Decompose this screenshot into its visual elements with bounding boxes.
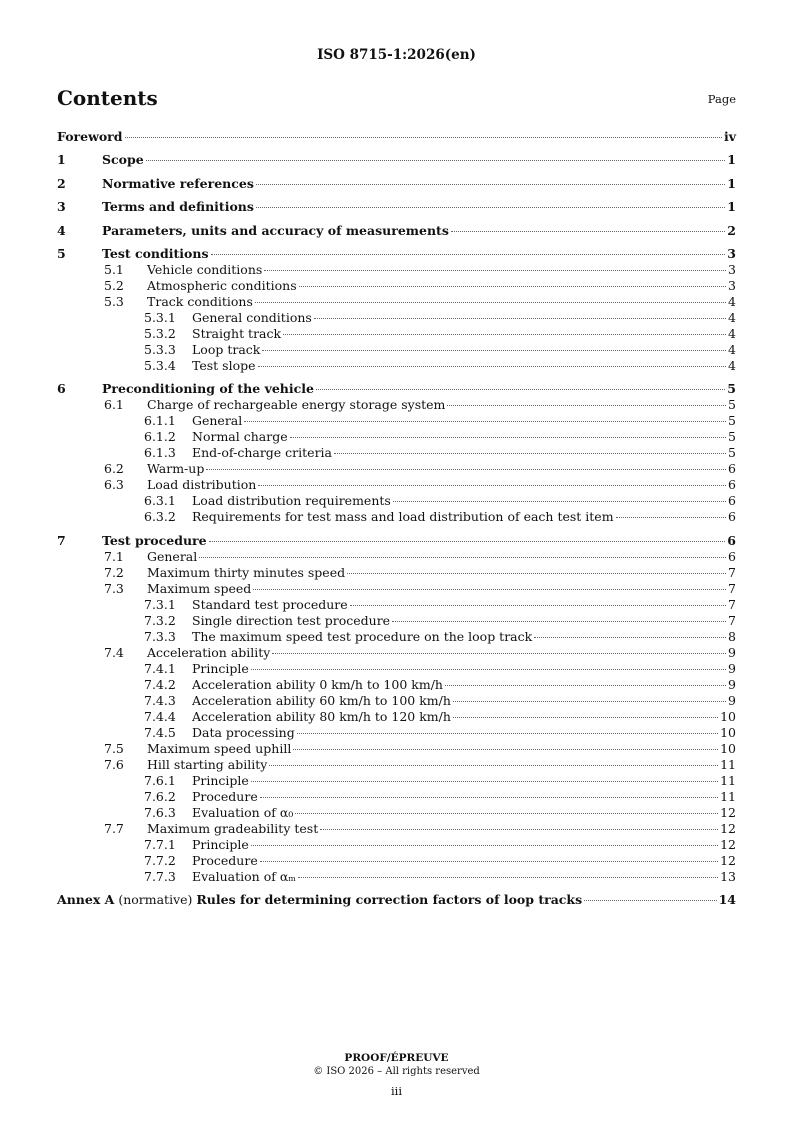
toc-entry-page: 11 <box>720 788 736 804</box>
toc-entry[interactable] <box>57 837 736 853</box>
toc-entry-title: Charge of rechargeable energy storage system <box>147 397 446 413</box>
toc-entry-page: 4 <box>728 293 736 309</box>
toc-entry-title: Test procedure <box>102 532 207 548</box>
annex-label: Annex A <box>57 892 115 908</box>
toc-entry-title: Maximum gradeability test <box>147 820 319 836</box>
toc-entry[interactable] <box>57 757 736 773</box>
toc-entry-page: 6 <box>728 461 736 477</box>
toc-entry-number: 7.4.2 <box>144 676 176 692</box>
dot-leader <box>264 270 726 271</box>
toc-entry-title: Track conditions <box>147 293 253 309</box>
toc-entry[interactable] <box>57 533 736 549</box>
toc-entry-page: 5 <box>728 397 736 413</box>
toc-entry-page: 9 <box>728 676 736 692</box>
toc-entry-title: Data processing <box>192 724 295 740</box>
toc-entry-page: 7 <box>728 596 736 612</box>
toc-entry-page: 9 <box>728 644 736 660</box>
toc-entry-number: 6.1.2 <box>144 429 176 445</box>
dot-leader <box>253 589 726 590</box>
toc-entry-title: Standard test procedure <box>192 596 348 612</box>
dot-leader <box>297 733 718 734</box>
toc-entry-page: 7 <box>728 564 736 580</box>
toc-entry-title: Procedure <box>192 852 258 868</box>
toc-entry-page: 3 <box>727 245 736 261</box>
page-title: Contents <box>57 86 158 110</box>
toc-entry-number: 7.4.5 <box>144 724 176 740</box>
toc-entry-title: General <box>147 548 198 564</box>
toc-entry-number: 7.3.2 <box>144 612 176 628</box>
toc-entry-title: Load distribution <box>147 477 257 493</box>
toc-entry-title: Normal charge <box>192 429 288 445</box>
toc-entry-page: 4 <box>728 325 736 341</box>
dot-leader <box>298 877 718 878</box>
toc-entry[interactable] <box>57 223 736 239</box>
toc-entry-title: Principle <box>192 772 249 788</box>
dot-leader <box>393 501 726 502</box>
toc-entry-page: 11 <box>720 772 736 788</box>
dot-leader <box>584 900 716 901</box>
toc-entry-page: 3 <box>728 277 736 293</box>
copyright-notice: © ISO 2026 – All rights reserved <box>313 1066 480 1077</box>
dot-leader <box>334 453 726 454</box>
toc-entry[interactable] <box>57 445 736 461</box>
toc-entry-number: 7.3.1 <box>144 596 176 612</box>
toc-entry-page: 12 <box>720 804 736 820</box>
toc-entry-title: Principle <box>192 836 249 852</box>
toc-entry-page: 8 <box>728 628 736 644</box>
toc-entry[interactable] <box>57 869 736 885</box>
toc-entry-title: The maximum speed test procedure on the loop track <box>192 628 533 644</box>
toc-entry[interactable] <box>57 461 736 477</box>
toc-entry[interactable] <box>57 342 736 358</box>
toc-entry-number: 7.4 <box>104 644 124 660</box>
dot-leader <box>260 861 718 862</box>
page-number: iii <box>390 1084 403 1098</box>
toc-entry-page: 12 <box>720 820 736 836</box>
toc-entry[interactable] <box>57 176 736 192</box>
annex-heading <box>57 892 582 908</box>
dot-leader <box>244 421 726 422</box>
dot-leader <box>146 160 726 161</box>
toc-entry[interactable] <box>57 597 736 613</box>
toc-entry-number: 7.7.2 <box>144 852 176 868</box>
toc-entry-number: 6.1.1 <box>144 413 176 429</box>
toc-entry-title: Scope <box>102 152 144 168</box>
dot-leader <box>453 717 718 718</box>
toc-entry-title: Principle <box>192 660 249 676</box>
toc-entry-page: 1 <box>727 199 736 215</box>
toc-entry-page: 6 <box>728 493 736 509</box>
toc-entry-number: 7.7.3 <box>144 868 176 884</box>
toc-entry-number: 7 <box>57 532 66 548</box>
toc-entry-title: End-of-charge criteria <box>192 445 333 461</box>
toc-entry-number: 7.3.3 <box>144 628 176 644</box>
toc-entry-title: Requirements for test mass and load distribution of each test item <box>192 509 614 525</box>
toc-entry-number: 7.2 <box>104 564 124 580</box>
dot-leader <box>316 389 725 390</box>
toc-entry-page: 10 <box>720 724 736 740</box>
toc-entry[interactable] <box>57 613 736 629</box>
toc-entry-number: 6.1.3 <box>144 445 176 461</box>
dot-leader <box>262 350 726 351</box>
toc-entry-title: Straight track <box>192 325 282 341</box>
toc-entry[interactable] <box>57 413 736 429</box>
dot-leader <box>347 573 726 574</box>
toc-entry-number: 7.1 <box>104 548 124 564</box>
dot-leader <box>211 254 726 255</box>
toc-entry-number: 7.6.2 <box>144 788 176 804</box>
dot-leader <box>256 184 725 185</box>
toc-entry-number: 6.2 <box>104 461 124 477</box>
dot-leader <box>453 701 726 702</box>
toc-entry[interactable] <box>57 789 736 805</box>
toc-entry-title: Acceleration ability 80 km/h to 120 km/h <box>192 708 451 724</box>
toc-entry-page: 5 <box>728 445 736 461</box>
toc-entry[interactable] <box>57 381 736 397</box>
toc-entry-number: 6 <box>57 381 66 397</box>
toc-entry-title: Warm-up <box>147 461 205 477</box>
toc-entry-number: 7.3 <box>104 580 124 596</box>
toc-entry-page: 5 <box>728 429 736 445</box>
toc-entry-title: Procedure <box>192 788 258 804</box>
toc-entry-number: 7.7 <box>104 820 124 836</box>
dot-leader <box>293 749 718 750</box>
toc-entry[interactable] <box>57 199 736 215</box>
toc-entry-number: 5.3.4 <box>144 357 176 373</box>
toc-entry-title: Foreword <box>57 129 123 144</box>
toc-entry-title: Acceleration ability 60 km/h to 100 km/h <box>192 692 451 708</box>
dot-leader <box>125 137 722 138</box>
proof-label: PROOF/ÉPREUVE <box>344 1052 449 1064</box>
toc-entry-number: 7.6.1 <box>144 772 176 788</box>
dot-leader <box>616 517 726 518</box>
toc-entry[interactable] <box>57 129 736 145</box>
toc-entry[interactable] <box>57 805 736 821</box>
toc-entry[interactable] <box>57 549 736 565</box>
toc-entry-number: 5.1 <box>104 261 124 277</box>
dot-leader <box>255 302 726 303</box>
toc-entry-number: 5 <box>57 245 66 261</box>
toc-entry-page: 6 <box>728 477 736 493</box>
dot-leader <box>283 334 726 335</box>
toc-entry[interactable] <box>57 821 736 837</box>
toc-entry-page: 4 <box>728 309 736 325</box>
toc-entry-page: 6 <box>728 509 736 525</box>
toc-entry-page: 6 <box>727 532 736 548</box>
dot-leader <box>258 485 726 486</box>
toc-entry[interactable] <box>57 429 736 445</box>
toc-entry-number: 7.5 <box>104 740 124 756</box>
toc-entry-title: General conditions <box>192 309 312 325</box>
toc-entry[interactable] <box>57 477 736 493</box>
dot-leader <box>209 541 726 542</box>
toc-entry-page: 5 <box>728 413 736 429</box>
dot-leader <box>314 318 726 319</box>
toc-entry-title: Evaluation of α₀ <box>192 804 294 820</box>
toc-entry[interactable] <box>57 645 736 661</box>
toc-entry-page: 11 <box>720 756 736 772</box>
toc-entry-number: 7.6.3 <box>144 804 176 820</box>
toc-entry-title: Test slope <box>192 357 256 373</box>
toc-entry[interactable] <box>57 358 736 374</box>
toc-entry-annex[interactable] <box>57 892 736 908</box>
page-footer <box>0 1052 793 1098</box>
toc-entry-page: 2 <box>727 222 736 238</box>
toc-entry-title: Preconditioning of the vehicle <box>102 381 314 397</box>
toc-entry-number: 6.3 <box>104 477 124 493</box>
toc-entry[interactable] <box>57 294 736 310</box>
dot-leader <box>447 405 726 406</box>
toc-entry-page: 1 <box>727 175 736 191</box>
dot-leader <box>272 653 726 654</box>
toc-entry-page: 10 <box>720 740 736 756</box>
toc-entry-title: Terms and definitions <box>102 199 254 215</box>
dot-leader <box>320 829 718 830</box>
toc-entry-number: 4 <box>57 222 66 238</box>
toc-entry-title: Acceleration ability 0 km/h to 100 km/h <box>192 676 443 692</box>
toc-entry-title: Maximum speed uphill <box>147 740 292 756</box>
toc-entry-title: General <box>192 413 243 429</box>
dot-leader <box>206 469 726 470</box>
toc-entry-page: 6 <box>728 548 736 564</box>
dot-leader <box>295 813 718 814</box>
dot-leader <box>299 286 726 287</box>
toc-entry-number: 7.6 <box>104 756 124 772</box>
toc-entry-title: Single direction test procedure <box>192 612 391 628</box>
toc-entry-title: Maximum speed <box>147 580 252 596</box>
dot-leader <box>290 437 726 438</box>
toc-entry-title: Normative references <box>102 175 254 191</box>
toc-entry[interactable] <box>57 278 736 294</box>
toc-entry-title: Loop track <box>192 341 261 357</box>
toc-entry-title: Load distribution requirements <box>192 493 391 509</box>
annex-qualifier: (normative) <box>114 892 197 908</box>
toc-entry-number: 1 <box>57 152 66 168</box>
toc-entry-title: Maximum thirty minutes speed <box>147 564 346 580</box>
page-column-label: Page <box>707 92 736 106</box>
toc-entry-number: 5.2 <box>104 277 124 293</box>
toc-entry-page: 4 <box>728 341 736 357</box>
toc-entry-page: 14 <box>718 892 736 908</box>
toc-entry-number: 5.3.3 <box>144 341 176 357</box>
toc-entry[interactable] <box>57 509 736 525</box>
dot-leader <box>269 765 718 766</box>
dot-leader <box>256 207 725 208</box>
dot-leader <box>251 669 726 670</box>
dot-leader <box>199 557 726 558</box>
toc-entry[interactable] <box>57 661 736 677</box>
toc-entry[interactable] <box>57 629 736 645</box>
toc-entry-title: Acceleration ability <box>147 644 271 660</box>
dot-leader <box>451 231 725 232</box>
toc-entry[interactable] <box>57 310 736 326</box>
toc-entry-number: 7.4.3 <box>144 692 176 708</box>
toc-entry[interactable] <box>57 565 736 581</box>
dot-leader <box>260 797 718 798</box>
toc-entry-title: Parameters, units and accuracy of measurements <box>102 222 449 238</box>
toc-entry-number: 6.1 <box>104 397 124 413</box>
toc-entry[interactable] <box>57 581 736 597</box>
toc-entry-page: 13 <box>720 868 736 884</box>
toc-entry[interactable] <box>57 246 736 262</box>
dot-leader <box>534 637 726 638</box>
toc-entry-page: 10 <box>720 708 736 724</box>
toc-entry-number: 2 <box>57 175 66 191</box>
toc-entry-page: 5 <box>727 381 736 397</box>
document-header: ISO 8715-1:2026(en) <box>317 47 476 63</box>
toc-entry-number: 7.4.1 <box>144 660 176 676</box>
toc-entry-page: 9 <box>728 660 736 676</box>
dot-leader <box>350 605 726 606</box>
toc-entry[interactable] <box>57 741 736 757</box>
dot-leader <box>258 366 727 367</box>
toc-entry-number: 7.7.1 <box>144 836 176 852</box>
annex-title: Rules for determining correction factors of loop tracks <box>196 892 583 908</box>
toc-entry-number: 5.3.2 <box>144 325 176 341</box>
toc-entry-page: 7 <box>728 580 736 596</box>
toc-entry[interactable] <box>57 152 736 168</box>
toc-entry-number: 5.3 <box>104 293 124 309</box>
dot-leader <box>392 621 726 622</box>
toc-entry-page: 3 <box>728 261 736 277</box>
toc-entry[interactable] <box>57 493 736 509</box>
toc-entry-title: Vehicle conditions <box>147 261 263 277</box>
toc-entry-page: 9 <box>728 692 736 708</box>
toc-entry[interactable] <box>57 853 736 869</box>
toc-entry[interactable] <box>57 326 736 342</box>
toc-entry-title: Hill starting ability <box>147 756 268 772</box>
toc-entry-title: Evaluation of αₘ <box>192 868 296 884</box>
toc-entry[interactable] <box>57 397 736 413</box>
table-of-contents <box>57 129 736 908</box>
toc-entry-page: 4 <box>728 357 736 373</box>
toc-entry[interactable] <box>57 709 736 725</box>
toc-entry-number: 3 <box>57 199 66 215</box>
dot-leader <box>251 845 718 846</box>
toc-entry[interactable] <box>57 773 736 789</box>
toc-entry-page: iv <box>723 129 736 144</box>
toc-entry-number: 6.3.1 <box>144 493 176 509</box>
toc-entry-number: 5.3.1 <box>144 309 176 325</box>
toc-entry[interactable] <box>57 262 736 278</box>
toc-entry-number: 7.4.4 <box>144 708 176 724</box>
toc-entry-title: Test conditions <box>102 245 209 261</box>
toc-entry-number: 6.3.2 <box>144 509 176 525</box>
dot-leader <box>251 781 718 782</box>
dot-leader <box>445 685 726 686</box>
toc-entry[interactable] <box>57 677 736 693</box>
toc-entry[interactable] <box>57 725 736 741</box>
toc-entry-page: 1 <box>727 152 736 168</box>
toc-entry-title: Atmospheric conditions <box>147 277 297 293</box>
toc-entry[interactable] <box>57 693 736 709</box>
toc-entry-page: 12 <box>720 852 736 868</box>
toc-entry-page: 12 <box>720 836 736 852</box>
toc-entry-page: 7 <box>728 612 736 628</box>
